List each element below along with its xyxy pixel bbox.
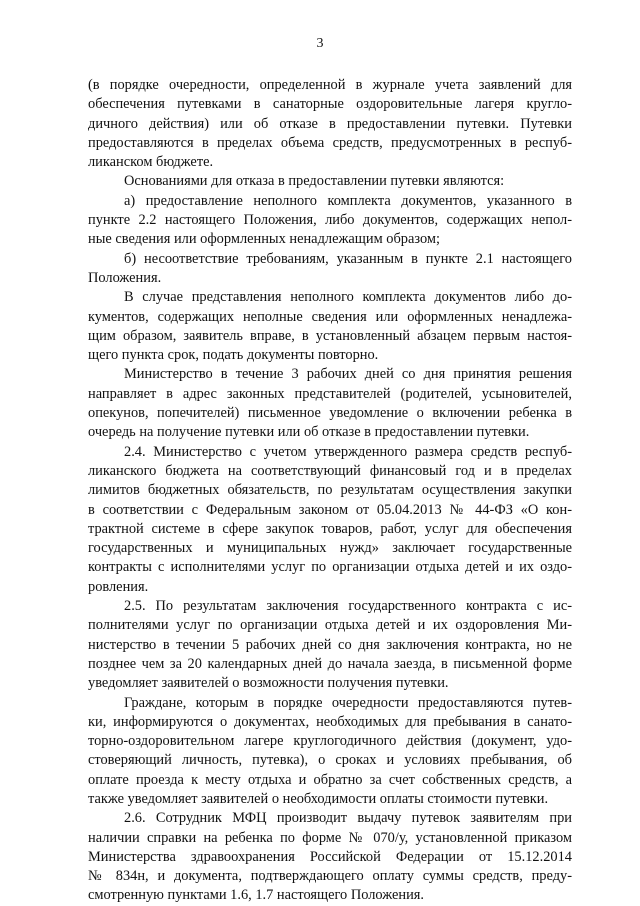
text-line: ные сведения или оформленных ненадлежащим образом;	[88, 231, 441, 248]
text-line: а) предоставление неполного комплекта документов, указанного в	[124, 192, 572, 209]
text-line: полнителями услуг по организации отдыха детей и их оздоровления Ми-	[88, 617, 572, 634]
text-line: № 834н, и документа, подтверждающего оплату суммы средств, преду-	[88, 868, 572, 885]
text-line: смотренную пунктами 1.6, 1.7 настоящего Положения.	[88, 887, 425, 904]
paragraph	[88, 192, 572, 250]
text-line: позднее чем за 20 календарных дней до начала заезда, в письменной форме	[88, 655, 572, 672]
text-line: опекунов, попечителей) письменное уведомление о включении ребенка в	[88, 405, 572, 422]
text-line: уведомляет заявителей о возможности получения путевки.	[88, 675, 449, 692]
paragraph	[88, 809, 572, 905]
text-line: 2.6. Сотрудник МФЦ производит выдачу путевок заявителям при	[124, 810, 572, 827]
text-line: щим образом, заявитель вправе, в установленный абзацем первым настоя-	[88, 327, 572, 344]
text-line: щего пункта срок, подать документы повторно.	[88, 347, 379, 364]
text-line: стоверяющий личность, путевка), о сроках и условиях пребывания, об	[88, 752, 572, 769]
text-line: Положения.	[88, 269, 162, 286]
text-line: 2.5. По результатам заключения государственного контракта с ис-	[124, 598, 572, 615]
paragraph	[88, 597, 572, 693]
text-line: дичного действия) или об отказе в предоставлении путевки. Путевки	[88, 115, 572, 132]
paragraph	[88, 76, 572, 172]
text-line: контракты с исполнителями услуг по организации отдыха детей и их оздо-	[88, 559, 572, 576]
text-line: б) несоответствие требованиям, указанным в пункте 2.1 настоящего	[124, 250, 572, 267]
text-line: кументов, содержащих неполные сведения или оформленных ненадлежа-	[88, 308, 572, 325]
document-body	[88, 76, 572, 906]
page-number: 3	[316, 36, 324, 51]
text-line: ликанского бюджета на соответствующий финансовый год и в пределах	[88, 462, 572, 479]
paragraph	[88, 250, 572, 289]
text-line: 2.4. Министерство с учетом утвержденного размера средств респуб-	[124, 443, 572, 460]
paragraph	[88, 172, 572, 191]
text-line: предоставляются в пределах объема средств, предусмотренных в респуб-	[88, 134, 572, 151]
text-line: нистерство в течении 5 рабочих дней со дня заключения контракта, но не	[88, 636, 572, 653]
text-line: государственных и муниципальных нужд» заключает государственные	[88, 540, 572, 557]
text-line: также уведомляет заявителей о необходимости оплаты стоимости путевки.	[88, 790, 549, 807]
text-line: (в порядке очередности, определенной в журнале учета заявлений для	[88, 77, 572, 93]
text-line: ликанском бюджете.	[88, 154, 214, 171]
text-line: Основаниями для отказа в предоставлении путевки являются:	[124, 173, 505, 190]
text-line: ровления.	[88, 578, 149, 595]
text-line: очередь на получение путевки или об отказе в предоставлении путевки.	[88, 424, 530, 441]
text-line: ки, информируются о документах, необходимых для пребывания в санато-	[88, 713, 572, 730]
text-line: пункте 2.2 настоящего Положения, либо документов, содержащих непол-	[88, 212, 572, 229]
paragraph	[88, 694, 572, 810]
text-line: наличии справки на ребенка по форме № 070/у, установленной приказом	[88, 829, 572, 846]
text-line: в соответствии с Федеральным законом от 05.04.2013 № 44-ФЗ «О кон-	[88, 501, 572, 518]
text-line: В случае представления неполного комплекта документов либо до-	[124, 289, 572, 306]
text-line: обеспечения путевками в санаторные оздоровительные лагеря кругло-	[88, 96, 572, 113]
paragraph	[88, 288, 572, 365]
text-line: Граждане, которым в порядке очередности предоставляются путев-	[124, 694, 572, 711]
text-line: направляет в адрес законных представителей (родителей, усыновителей,	[88, 385, 572, 402]
text-line: оплате проезда к месту отдыха и обратно за счет собственных средств, а	[88, 771, 572, 788]
paragraph	[88, 365, 572, 442]
text-line: трактной системе в сфере закупок товаров, работ, услуг для обеспечения	[88, 520, 572, 537]
text-line: лимитов бюджетных обязательств, по результатам осуществления закупки	[88, 482, 572, 499]
text-line: Министерство в течение 3 рабочих дней со дня принятия решения	[124, 366, 572, 383]
paragraph	[88, 443, 572, 597]
text-line: торно-оздоровительном лагере круглогодичного действия (документ, удо-	[88, 733, 572, 750]
text-line: Министерства здравоохранения Российской Федерации от 15.12.2014	[88, 848, 572, 865]
